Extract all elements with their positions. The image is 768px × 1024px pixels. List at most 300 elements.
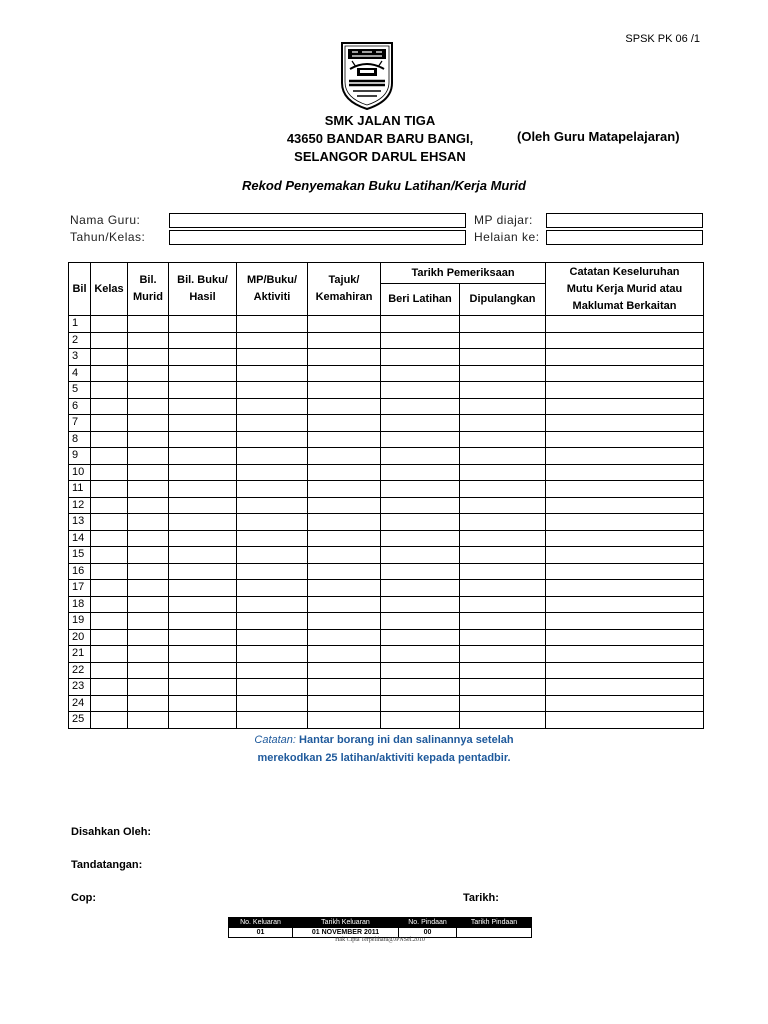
table-cell[interactable] xyxy=(460,415,546,432)
table-cell[interactable] xyxy=(237,497,308,514)
table-cell[interactable] xyxy=(460,332,546,349)
table-cell[interactable] xyxy=(128,646,169,663)
mp-diajar-label: MP diajar: xyxy=(474,213,533,227)
table-cell[interactable] xyxy=(169,563,237,580)
table-cell[interactable] xyxy=(460,497,546,514)
table-cell[interactable] xyxy=(460,398,546,415)
table-cell[interactable] xyxy=(128,662,169,679)
row-number: 25 xyxy=(69,712,91,729)
table-cell[interactable] xyxy=(546,629,704,646)
table-cell[interactable] xyxy=(546,695,704,712)
header-mp-buku-line2: Aktiviti xyxy=(253,291,291,303)
table-cell[interactable] xyxy=(169,646,237,663)
table-cell[interactable] xyxy=(381,332,460,349)
table-cell[interactable] xyxy=(91,629,128,646)
table-cell[interactable] xyxy=(308,481,381,498)
table-cell[interactable] xyxy=(128,580,169,597)
table-cell[interactable] xyxy=(308,596,381,613)
row-number: 12 xyxy=(69,497,91,514)
table-cell[interactable] xyxy=(91,316,128,333)
table-row xyxy=(69,415,704,432)
table-cell[interactable] xyxy=(128,563,169,580)
table-cell[interactable] xyxy=(460,646,546,663)
table-cell[interactable] xyxy=(308,316,381,333)
table-cell[interactable] xyxy=(546,349,704,366)
row-number: 2 xyxy=(69,332,91,349)
table-cell[interactable] xyxy=(237,646,308,663)
table-cell[interactable] xyxy=(169,415,237,432)
header-bil-buku-line2: Hasil xyxy=(189,291,216,303)
issue-header-no-keluaran: No. Keluaran xyxy=(229,918,293,928)
table-cell[interactable] xyxy=(381,431,460,448)
table-cell[interactable] xyxy=(546,332,704,349)
helaian-ke-field[interactable] xyxy=(546,230,703,245)
table-cell[interactable] xyxy=(237,629,308,646)
record-table xyxy=(68,262,704,729)
header-tajuk-line2: Kemahiran xyxy=(315,291,373,303)
table-cell[interactable] xyxy=(91,481,128,498)
table-row xyxy=(69,349,704,366)
issue-header-no-pindaan: No. Pindaan xyxy=(399,918,457,928)
table-cell[interactable] xyxy=(381,464,460,481)
table-cell[interactable] xyxy=(91,596,128,613)
table-cell[interactable] xyxy=(237,613,308,630)
table-cell[interactable] xyxy=(546,662,704,679)
table-cell[interactable] xyxy=(237,662,308,679)
table-cell[interactable] xyxy=(169,431,237,448)
cop-label: Cop: xyxy=(71,892,97,904)
table-cell[interactable] xyxy=(308,662,381,679)
table-cell[interactable] xyxy=(169,497,237,514)
table-cell[interactable] xyxy=(381,382,460,399)
table-cell[interactable] xyxy=(237,398,308,415)
table-cell[interactable] xyxy=(308,646,381,663)
issue-header-row xyxy=(229,918,532,928)
row-number: 24 xyxy=(69,695,91,712)
table-cell[interactable] xyxy=(128,695,169,712)
table-cell[interactable] xyxy=(381,415,460,432)
header-tarikh-pemeriksaan: Tarikh Pemeriksaan xyxy=(381,263,546,284)
table-cell[interactable] xyxy=(460,514,546,531)
table-cell[interactable] xyxy=(308,365,381,382)
issue-value-tarikh-pindaan xyxy=(457,928,532,938)
table-cell[interactable] xyxy=(546,712,704,729)
table-cell[interactable] xyxy=(169,365,237,382)
header-beri-latihan: Beri Latihan xyxy=(381,284,460,316)
table-cell[interactable] xyxy=(308,497,381,514)
row-number: 20 xyxy=(69,629,91,646)
table-cell[interactable] xyxy=(91,662,128,679)
nama-guru-label: Nama Guru: xyxy=(70,213,141,227)
school-address xyxy=(230,112,530,166)
table-cell[interactable] xyxy=(169,662,237,679)
issue-info-table xyxy=(228,917,532,938)
table-cell[interactable] xyxy=(381,530,460,547)
table-cell[interactable] xyxy=(308,629,381,646)
table-cell[interactable] xyxy=(381,679,460,696)
header-mp-buku-line1: MP/Buku/ xyxy=(246,274,298,286)
catatan-text-1: Hantar borang ini dan salinannya setelah xyxy=(299,734,514,746)
table-cell[interactable] xyxy=(460,316,546,333)
table-cell[interactable] xyxy=(381,563,460,580)
table-cell[interactable] xyxy=(169,332,237,349)
table-cell[interactable] xyxy=(91,382,128,399)
table-cell[interactable] xyxy=(169,316,237,333)
table-cell[interactable] xyxy=(308,547,381,564)
table-row xyxy=(69,365,704,382)
row-number: 3 xyxy=(69,349,91,366)
table-cell[interactable] xyxy=(169,596,237,613)
table-cell[interactable] xyxy=(169,514,237,531)
table-cell[interactable] xyxy=(237,415,308,432)
issue-header-tarikh-pindaan: Tarikh Pindaan xyxy=(457,918,532,928)
mp-diajar-field[interactable] xyxy=(546,213,703,228)
table-cell[interactable] xyxy=(237,530,308,547)
table-cell[interactable] xyxy=(460,530,546,547)
table-cell[interactable] xyxy=(460,547,546,564)
table-cell[interactable] xyxy=(308,563,381,580)
table-cell[interactable] xyxy=(91,448,128,465)
table-cell[interactable] xyxy=(237,349,308,366)
table-row xyxy=(69,514,704,531)
table-cell[interactable] xyxy=(91,415,128,432)
role-note: (Oleh Guru Matapelajaran) xyxy=(517,129,680,144)
table-cell[interactable] xyxy=(128,481,169,498)
copyright-text: Hak Cipta Terpelihara@JPNSel.2010 xyxy=(335,937,425,943)
table-cell[interactable] xyxy=(460,596,546,613)
table-cell[interactable] xyxy=(237,547,308,564)
table-cell[interactable] xyxy=(460,712,546,729)
row-number: 13 xyxy=(69,514,91,531)
table-cell[interactable] xyxy=(460,613,546,630)
table-cell[interactable] xyxy=(169,695,237,712)
table-cell[interactable] xyxy=(237,365,308,382)
table-cell[interactable] xyxy=(169,712,237,729)
table-cell[interactable] xyxy=(237,712,308,729)
table-row xyxy=(69,563,704,580)
table-cell[interactable] xyxy=(308,679,381,696)
table-cell[interactable] xyxy=(460,629,546,646)
table-cell[interactable] xyxy=(460,662,546,679)
tahun-kelas-field[interactable] xyxy=(169,230,466,245)
table-cell[interactable] xyxy=(91,514,128,531)
table-cell[interactable] xyxy=(128,613,169,630)
table-row xyxy=(69,530,704,547)
row-number: 8 xyxy=(69,431,91,448)
row-number: 15 xyxy=(69,547,91,564)
table-cell[interactable] xyxy=(128,596,169,613)
school-crest-icon xyxy=(338,39,396,111)
table-cell[interactable] xyxy=(128,365,169,382)
table-cell[interactable] xyxy=(237,382,308,399)
table-cell[interactable] xyxy=(381,580,460,597)
table-cell[interactable] xyxy=(128,415,169,432)
table-cell[interactable] xyxy=(237,332,308,349)
table-cell[interactable] xyxy=(169,398,237,415)
table-cell[interactable] xyxy=(128,382,169,399)
table-row xyxy=(69,646,704,663)
helaian-ke-label: Helaian ke: xyxy=(474,230,540,244)
table-row xyxy=(69,431,704,448)
row-number: 18 xyxy=(69,596,91,613)
address-line-2: SELANGOR DARUL EHSAN xyxy=(294,149,466,164)
table-cell[interactable] xyxy=(546,547,704,564)
table-cell[interactable] xyxy=(308,382,381,399)
table-row xyxy=(69,695,704,712)
table-cell[interactable] xyxy=(237,695,308,712)
table-cell[interactable] xyxy=(460,349,546,366)
table-cell[interactable] xyxy=(91,464,128,481)
table-row xyxy=(69,596,704,613)
table-row xyxy=(69,580,704,597)
table-cell[interactable] xyxy=(546,580,704,597)
header-kelas: Kelas xyxy=(91,263,128,316)
table-cell[interactable] xyxy=(460,464,546,481)
table-cell[interactable] xyxy=(460,382,546,399)
table-cell[interactable] xyxy=(237,316,308,333)
header-catatan xyxy=(546,263,704,316)
row-number: 14 xyxy=(69,530,91,547)
record-table-body xyxy=(69,316,704,729)
table-cell[interactable] xyxy=(128,398,169,415)
table-row xyxy=(69,464,704,481)
table-cell[interactable] xyxy=(460,695,546,712)
table-cell[interactable] xyxy=(381,596,460,613)
table-cell[interactable] xyxy=(546,398,704,415)
table-cell[interactable] xyxy=(128,679,169,696)
table-cell[interactable] xyxy=(308,398,381,415)
table-cell[interactable] xyxy=(128,464,169,481)
table-cell[interactable] xyxy=(381,629,460,646)
table-cell[interactable] xyxy=(546,431,704,448)
table-cell[interactable] xyxy=(546,365,704,382)
table-cell[interactable] xyxy=(128,349,169,366)
header-bil-buku-line1: Bil. Buku/ xyxy=(177,274,228,286)
table-row xyxy=(69,629,704,646)
table-cell[interactable] xyxy=(546,646,704,663)
table-cell[interactable] xyxy=(546,530,704,547)
table-cell[interactable] xyxy=(308,695,381,712)
document-title: Rekod Penyemakan Buku Latihan/Kerja Murid xyxy=(242,178,526,193)
table-cell[interactable] xyxy=(308,580,381,597)
table-cell[interactable] xyxy=(237,481,308,498)
table-cell[interactable] xyxy=(169,679,237,696)
header-catatan-line2: Mutu Kerja Murid atau xyxy=(566,282,683,295)
row-number: 19 xyxy=(69,613,91,630)
table-cell[interactable] xyxy=(128,316,169,333)
table-cell[interactable] xyxy=(237,448,308,465)
header-bil-buku xyxy=(169,263,237,316)
table-cell[interactable] xyxy=(237,596,308,613)
catatan-note xyxy=(0,731,768,767)
table-cell[interactable] xyxy=(128,448,169,465)
table-cell[interactable] xyxy=(91,580,128,597)
table-cell[interactable] xyxy=(237,563,308,580)
table-cell[interactable] xyxy=(91,497,128,514)
table-cell[interactable] xyxy=(237,514,308,531)
table-cell[interactable] xyxy=(308,712,381,729)
table-cell[interactable] xyxy=(381,712,460,729)
header-tajuk xyxy=(308,263,381,316)
row-number: 21 xyxy=(69,646,91,663)
table-cell[interactable] xyxy=(169,530,237,547)
header-mp-buku xyxy=(237,263,308,316)
table-cell[interactable] xyxy=(381,448,460,465)
row-number: 5 xyxy=(69,382,91,399)
row-number: 1 xyxy=(69,316,91,333)
row-number: 11 xyxy=(69,481,91,498)
table-cell[interactable] xyxy=(91,695,128,712)
table-cell[interactable] xyxy=(546,679,704,696)
table-cell[interactable] xyxy=(91,365,128,382)
header-catatan-line1: Catatan Keseluruhan xyxy=(569,265,680,278)
table-cell[interactable] xyxy=(169,629,237,646)
table-cell[interactable] xyxy=(91,530,128,547)
row-number: 22 xyxy=(69,662,91,679)
issue-value-no-pindaan: 00 xyxy=(399,928,457,938)
table-row xyxy=(69,679,704,696)
form-code: SPSK PK 06 /1 xyxy=(625,33,700,45)
table-row xyxy=(69,662,704,679)
table-cell[interactable] xyxy=(381,695,460,712)
school-name: SMK JALAN TIGA xyxy=(324,113,436,128)
row-number: 7 xyxy=(69,415,91,432)
table-cell[interactable] xyxy=(91,613,128,630)
table-cell[interactable] xyxy=(460,365,546,382)
table-cell[interactable] xyxy=(546,415,704,432)
table-cell[interactable] xyxy=(308,530,381,547)
table-cell[interactable] xyxy=(91,563,128,580)
table-cell[interactable] xyxy=(546,448,704,465)
table-cell[interactable] xyxy=(381,497,460,514)
table-cell[interactable] xyxy=(169,349,237,366)
table-cell[interactable] xyxy=(381,514,460,531)
tandatangan-label: Tandatangan: xyxy=(71,859,143,871)
row-number: 10 xyxy=(69,464,91,481)
table-cell[interactable] xyxy=(381,365,460,382)
table-cell[interactable] xyxy=(91,431,128,448)
table-cell[interactable] xyxy=(237,431,308,448)
table-cell[interactable] xyxy=(546,316,704,333)
table-cell[interactable] xyxy=(91,646,128,663)
disahkan-oleh-label: Disahkan Oleh: xyxy=(71,826,152,838)
table-cell[interactable] xyxy=(128,514,169,531)
table-cell[interactable] xyxy=(460,563,546,580)
table-cell[interactable] xyxy=(546,613,704,630)
tahun-kelas-label: Tahun/Kelas: xyxy=(70,230,146,244)
header-dipulangkan: Dipulangkan xyxy=(460,284,546,316)
table-row xyxy=(69,332,704,349)
table-cell[interactable] xyxy=(237,679,308,696)
table-cell[interactable] xyxy=(308,349,381,366)
catatan-label: Catatan: xyxy=(254,734,296,746)
row-number: 23 xyxy=(69,679,91,696)
table-cell[interactable] xyxy=(308,332,381,349)
table-cell[interactable] xyxy=(91,712,128,729)
table-cell[interactable] xyxy=(91,547,128,564)
table-cell[interactable] xyxy=(546,563,704,580)
row-number: 17 xyxy=(69,580,91,597)
table-cell[interactable] xyxy=(381,316,460,333)
table-cell[interactable] xyxy=(308,448,381,465)
table-cell[interactable] xyxy=(169,481,237,498)
table-cell[interactable] xyxy=(381,646,460,663)
table-cell[interactable] xyxy=(546,464,704,481)
row-number: 9 xyxy=(69,448,91,465)
table-cell[interactable] xyxy=(169,382,237,399)
table-cell[interactable] xyxy=(381,662,460,679)
table-cell[interactable] xyxy=(169,448,237,465)
table-cell[interactable] xyxy=(237,464,308,481)
table-cell[interactable] xyxy=(381,349,460,366)
header-bil-murid-line1: Bil. xyxy=(139,274,157,286)
table-cell[interactable] xyxy=(128,332,169,349)
table-cell[interactable] xyxy=(308,415,381,432)
table-cell[interactable] xyxy=(546,596,704,613)
table-cell[interactable] xyxy=(169,613,237,630)
table-cell[interactable] xyxy=(460,431,546,448)
table-cell[interactable] xyxy=(128,547,169,564)
row-number: 6 xyxy=(69,398,91,415)
table-cell[interactable] xyxy=(381,481,460,498)
table-row xyxy=(69,382,704,399)
table-cell[interactable] xyxy=(128,629,169,646)
table-cell[interactable] xyxy=(128,530,169,547)
table-cell[interactable] xyxy=(128,431,169,448)
issue-value-tarikh-keluaran: 01 NOVEMBER 2011 xyxy=(293,928,399,938)
table-cell[interactable] xyxy=(381,613,460,630)
header-tajuk-line1: Tajuk/ xyxy=(328,274,360,286)
header-bil: Bil xyxy=(69,263,91,316)
table-cell[interactable] xyxy=(308,514,381,531)
table-cell[interactable] xyxy=(308,431,381,448)
nama-guru-field[interactable] xyxy=(169,213,466,228)
table-cell[interactable] xyxy=(237,580,308,597)
table-cell[interactable] xyxy=(460,679,546,696)
table-cell[interactable] xyxy=(91,398,128,415)
table-cell[interactable] xyxy=(308,464,381,481)
table-row xyxy=(69,712,704,729)
row-number: 16 xyxy=(69,563,91,580)
catatan-text-2: merekodkan 25 latihan/aktiviti kepada pentadbir. xyxy=(257,752,511,764)
table-cell[interactable] xyxy=(381,547,460,564)
table-cell[interactable] xyxy=(308,613,381,630)
table-row xyxy=(69,547,704,564)
table-cell[interactable] xyxy=(169,547,237,564)
table-cell[interactable] xyxy=(169,464,237,481)
table-cell[interactable] xyxy=(91,349,128,366)
table-cell[interactable] xyxy=(546,382,704,399)
table-cell[interactable] xyxy=(460,481,546,498)
table-cell[interactable] xyxy=(91,332,128,349)
table-cell[interactable] xyxy=(128,497,169,514)
table-cell[interactable] xyxy=(91,679,128,696)
table-row xyxy=(69,497,704,514)
row-number: 4 xyxy=(69,365,91,382)
table-cell[interactable] xyxy=(460,580,546,597)
catatan-note-line1 xyxy=(0,731,768,749)
table-cell[interactable] xyxy=(546,514,704,531)
table-cell[interactable] xyxy=(546,481,704,498)
table-cell[interactable] xyxy=(381,398,460,415)
header-bil-murid xyxy=(128,263,169,316)
table-cell[interactable] xyxy=(460,448,546,465)
table-cell[interactable] xyxy=(546,497,704,514)
table-cell[interactable] xyxy=(169,580,237,597)
address-line-1: 43650 BANDAR BARU BANGI, xyxy=(286,131,474,146)
table-cell[interactable] xyxy=(128,712,169,729)
issue-header-tarikh-keluaran: Tarikh Keluaran xyxy=(293,918,399,928)
